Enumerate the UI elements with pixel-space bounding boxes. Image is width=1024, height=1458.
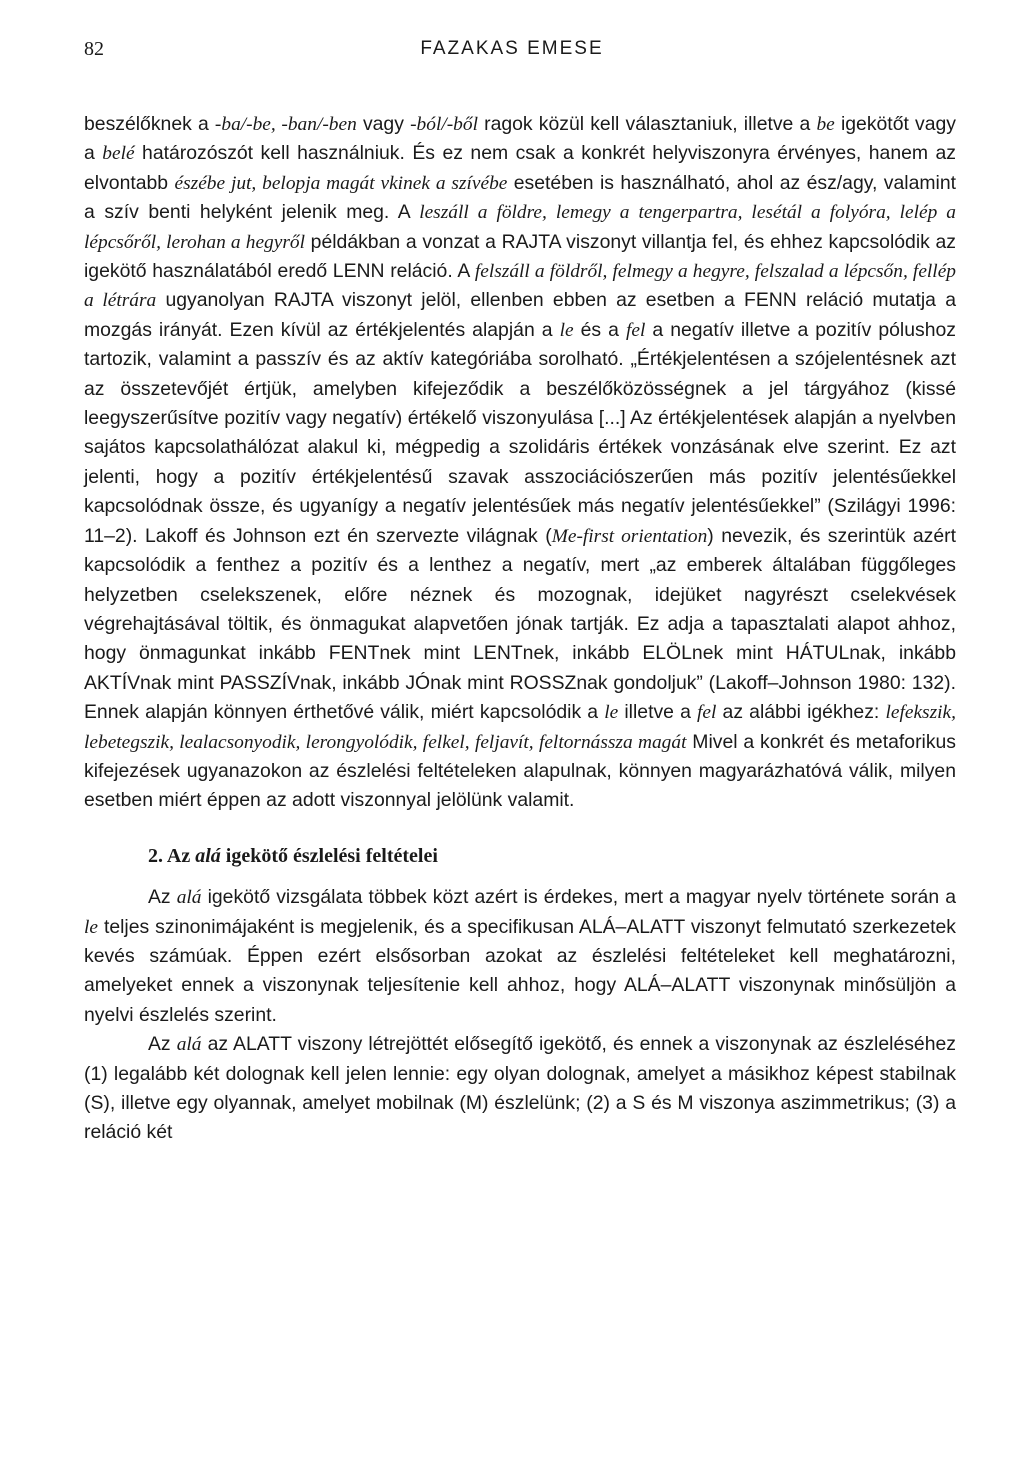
text-run: ugyanolyan RAJTA viszonyt jelöl, ellenben ebben az esetben a FENN reláció mutatja a mozgás irányát. Ezen kívül az értékjelentés alapján a (84, 289, 956, 341)
body-text (84, 110, 956, 1148)
text-run: esetében is használható, ahol az ész/agy, valamint a szív benti helyként jelenik meg. A (84, 171, 956, 224)
italic-text: alá (176, 1034, 202, 1056)
italic-text: leszáll a földre, lemegy a tengerpartra, lesétál a folyóra, lelép a lépcsőről, lerohan a hegyről (84, 202, 956, 253)
italic-text: fel (697, 702, 717, 724)
text-run: igekötő vizsgálata többek közt azért is érdekes, mert a magyar nyelv története során a (201, 886, 956, 909)
section-heading (148, 842, 956, 871)
italic-text: Me-first orientation (551, 525, 708, 547)
text-run: ragok közül kell választaniuk, illetve a (477, 113, 817, 135)
italic-text: alá (195, 844, 221, 867)
text-run: példákban a vonzat a RAJTA viszonyt villantja fel, és ehhez kapcsolódik az igekötő használatából eredő LENN reláció. A (84, 230, 956, 283)
text-run: 2. Az (148, 844, 196, 867)
italic-text: le (559, 319, 574, 341)
text-run: beszélőknek a (84, 113, 215, 135)
text-run: ) nevezik, és szerintük azért kapcsolódik a fenthez a pozitív és a lenthez a negatív, mert „az emberek általában függőleges helyzetben cselekszenek, előre néznek és mozognak, idejüket nagyrészt cselekvések végrehajtásával töltik, és önmagukat alapvetően jónak tartják. Ez adja a tapasztalati alapot ahhoz, hogy önmagunkat inkább FENTnek mint LENTnek, inkább ELÖLnek mint HÁTULnak, inkább AKTÍVnak mint PASSZÍVnak, inkább JÓnak mint ROSSZnak gondoljuk” (Lakoff–Johnson 1980: 132). Ennek alapján könnyen érthetővé válik, miért kapcsolódik a (84, 524, 956, 724)
italic-text: lefekszik, lebetegszik, lealacsonyodik, lerongyolódik, felkel, feljavít, feltornássza magát (84, 702, 956, 753)
text-run: az alábbi igékhez: (716, 701, 886, 724)
italic-text: fel (625, 319, 646, 341)
text-run: a negatív illetve a pozitív pólushoz tartozik, valamint a passzív és az aktív kategóriába sorolható. „Értékjelentésen a szójelentésnek azt az összetevőjét értjük, amelyben kifejeződik a beszélőközösségnek a jel tárgyához (kissé leegyszerűsítve pozitív vagy negatív) értékelő viszonyulása [...] Az értékjelentések alapján a nyelvben sajátos kapcsolathálózat alakul ki, mégpedig a szolidáris értékek vonzásának elve szerint. Ez azt jelenti, hogy a pozitív értékjelentésű szavak asszociációszerűen más pozitív jelentésűekkel kapcsolódnak össze, és ugyanígy a negatív jelentésűek más negatív jelentésűekkel” (Szilágyi 1996: 11–2). Lakoff és Johnson ezt én szervezte világnak ( (84, 318, 956, 547)
text-run: és a (573, 318, 626, 341)
text-run: igekötőt vagy a (84, 113, 956, 165)
running-head: FAZAKAS EMESE (420, 38, 604, 59)
italic-text: le (604, 702, 619, 724)
italic-text: alá (176, 887, 202, 909)
text-run: az ALATT viszony létrejöttét elősegítő igekötő, és ennek a viszonynak az észleléséhez (1) legalább két dolognak kell jelen lennie: egy olyan dolognak, amelyet a másikhoz képest stabilnak (S), illetve egy olyannak, amelyet mobilnak (M) észlelünk; (2) a S és M viszonya aszimmetrikus; (3) a reláció két (84, 1033, 956, 1144)
paragraph (84, 883, 956, 1030)
text-run: vagy (356, 113, 411, 135)
italic-text: felszáll a földről, felmegy a hegyre, felszalad a lépcsőn, fellép a létrára (84, 261, 957, 312)
text-run: határozószót kell használniuk. És ez nem csak a konkrét helyviszonyra érvényes, hanem az elvontabb (84, 142, 957, 194)
page-header (0, 38, 1024, 68)
text-run: Mivel a konkrét és metaforikus kifejezések ugyanazokon az észlelési feltételeken alapulnak, könnyen magyarázhatóvá válik, milyen esetben miért éppen az adott viszonnyal jelölünk valamit. (84, 730, 957, 812)
text-run: illetve a (618, 701, 698, 724)
text-run: Az (148, 886, 177, 909)
italic-text: belé (102, 143, 135, 165)
italic-text: észébe jut, belopja magát vkinek a szívébe (174, 172, 508, 194)
paragraph (84, 110, 956, 816)
italic-text: be (816, 114, 835, 135)
italic-text: -ba/-be, -ban/-ben (214, 114, 357, 135)
paragraph (84, 1030, 956, 1148)
page-number: 82 (84, 38, 104, 60)
italic-text: -ból/-ből (410, 114, 478, 135)
text-run: Az (148, 1033, 177, 1056)
text-run: igekötő észlelési feltételei (220, 844, 438, 867)
text-run: teljes szinonimájaként is megjelenik, és a specifikusan ALÁ–ALATT viszonyt felmutató szerkezetek kevés számúak. Éppen ezért elsősorban azokat az észlelési feltételeket kell meghatározni, amelyeket ennek a viszonynak teljesítenie kell ahhoz, hogy ALÁ–ALATT viszonynak minősüljön a nyelvi észlelés szerint. (84, 915, 956, 1026)
italic-text: le (84, 916, 98, 938)
